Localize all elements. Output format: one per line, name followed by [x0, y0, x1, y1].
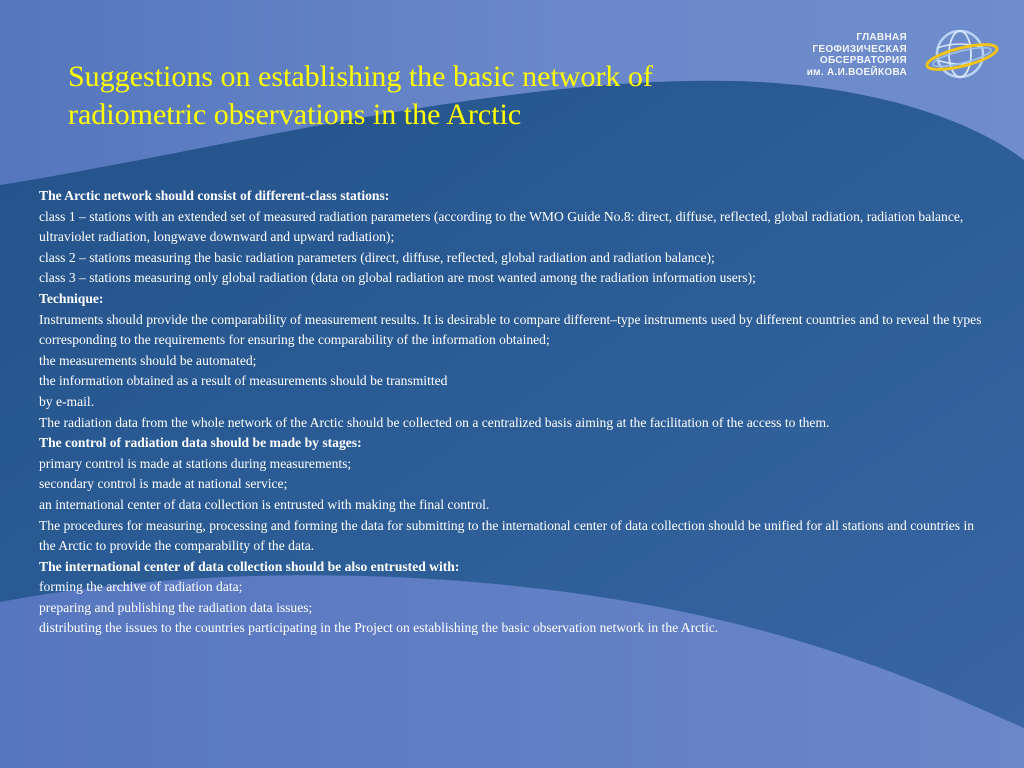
- section-heading: The control of radiation data should be made by stages:: [39, 435, 362, 451]
- body-paragraph: class 3 – stations measuring only global radiation (data on global radiation are most wanted among the radiation information users);: [39, 270, 756, 286]
- body-paragraph: an international center of data collection is entrusted with making the final control.: [39, 496, 490, 512]
- body-paragraph: the measurements should be automated;: [39, 352, 257, 368]
- body-paragraph: forming the archive of radiation data;: [39, 579, 243, 595]
- body-paragraph: secondary control is made at national service;: [39, 476, 288, 492]
- body-paragraph: class 1 – stations with an extended set of measured radiation parameters (according to the WMO Guide No.8: direct, diffuse, reflected, global radiation, radiation balance, ultraviolet radiation, longwave downward and upward radiation);: [39, 208, 964, 245]
- logo-line-3: ОБСЕРВАТОРИЯ: [819, 55, 907, 66]
- body-paragraph: class 2 – stations measuring the basic radiation parameters (direct, diffuse, reflected, global radiation and radiation balance);: [39, 249, 715, 265]
- body-paragraph: Instruments should provide the comparability of measurement results. It is desirable to compare different–type instruments used by different countries and to reveal the types corresponding to the requirements for ensuring the comparability of the information obtained;: [39, 311, 982, 348]
- body-paragraph: distributing the issues to the countries participating in the Project on establishing the basic observation network in the Arctic.: [39, 620, 719, 636]
- body-paragraph: preparing and publishing the radiation data issues;: [39, 599, 313, 615]
- body-paragraph: by e-mail.: [39, 393, 95, 409]
- section-heading: The international center of data collection should be also entrusted with:: [39, 558, 460, 574]
- section-heading: Technique:: [39, 290, 104, 306]
- title-line-1: Suggestions on establishing the basic network of: [68, 60, 653, 93]
- logo-line-4: им. А.И.ВОЕЙКОВА: [806, 66, 907, 78]
- body-paragraph: The procedures for measuring, processing and forming the data for submitting to the international center of data collection should be unified for all stations and countries in the Arctic to provide the comparability of the data.: [39, 517, 975, 554]
- observatory-logo: [790, 26, 1005, 86]
- logo-text: [807, 32, 907, 78]
- slide-body-text: [39, 186, 989, 639]
- slide-title: [68, 58, 788, 134]
- body-paragraph: the information obtained as a result of measurements should be transmitted: [39, 373, 448, 389]
- body-paragraph: primary control is made at stations during measurements;: [39, 455, 352, 471]
- logo-line-2: ГЕОФИЗИЧЕСКАЯ: [812, 43, 907, 55]
- section-heading: The Arctic network should consist of different-class stations:: [39, 188, 390, 203]
- globe-icon: [922, 26, 1002, 82]
- logo-line-1: ГЛАВНАЯ: [856, 32, 907, 43]
- body-paragraph: The radiation data from the whole network of the Arctic should be collected on a centralized basis aiming at the facilitation of the access to them.: [39, 414, 830, 430]
- title-line-2: radiometric observations in the Arctic: [68, 98, 522, 131]
